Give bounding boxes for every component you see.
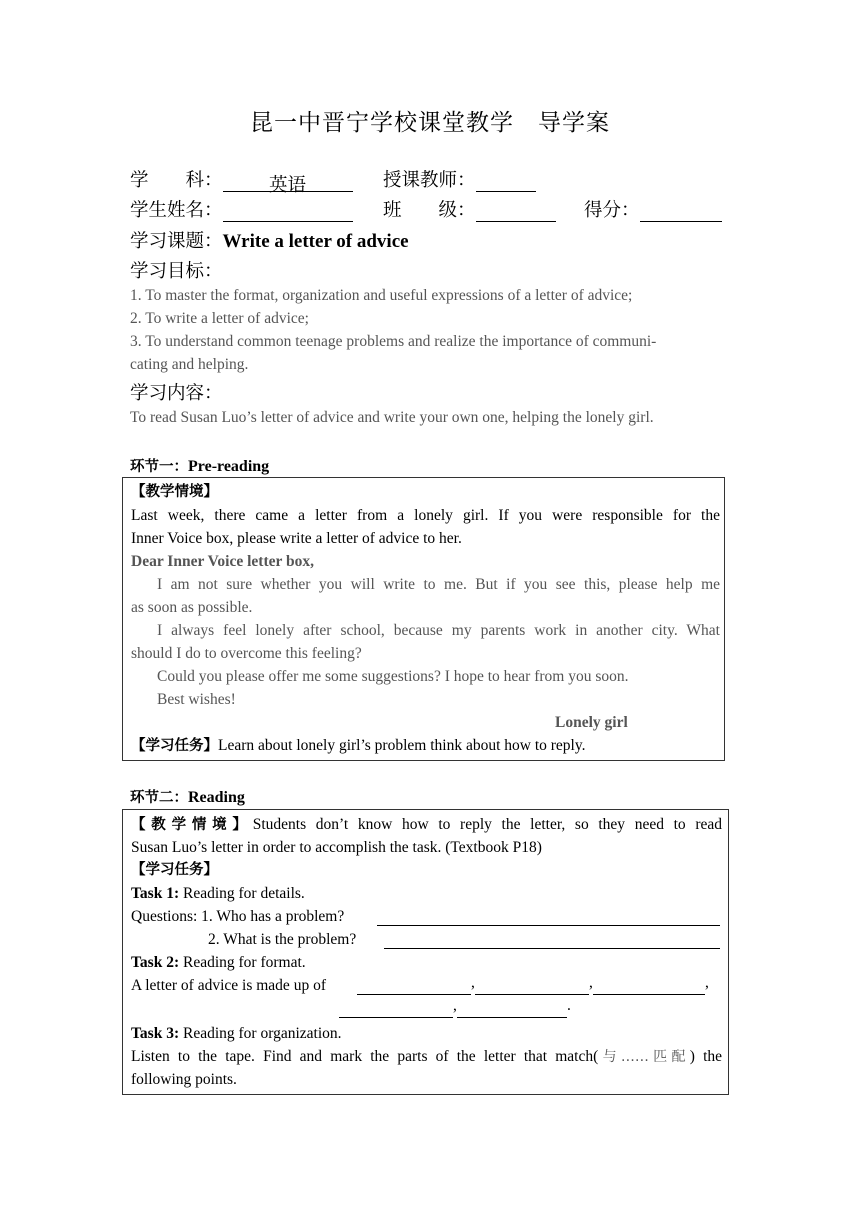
section2-heading [130,786,245,807]
section1-task-text: Learn about lonely girl’s problem think about how to reply. [218,737,586,754]
section2-situation-label: 【教学情境】 [131,817,253,833]
subject-row [130,166,353,196]
task3-label: Task 3: [131,1025,180,1042]
section1-intro-line: Last week, there came a letter from a lonely girl. If you were responsible for the [131,507,720,524]
letter-body-line: I am not sure whether you will write to me. But if you see this, please help me [157,576,720,593]
format-blank[interactable] [339,1001,453,1018]
task1-label: Task 1: [131,885,180,902]
section1-intro-line: Inner Voice box, please write a letter of advice to her. [131,530,462,547]
task1-text: Reading for details. [179,885,305,902]
listen-line-2: following points. [131,1071,237,1088]
goal-item: 3. To understand common teenage problems and realize the importance of communi- [130,333,657,350]
teacher-row [383,166,536,192]
letter-closing: Best wishes! [157,691,236,708]
section1-heading [130,455,269,476]
letter-salutation: Dear Inner Voice letter box, [131,553,314,570]
comma: , [589,974,593,991]
letter-signature: Lonely girl [555,714,628,731]
question-1-text: Questions: 1. Who has a problem? [131,908,345,925]
goal-item: 2. To write a letter of advice; [130,310,309,327]
score-blank [640,201,722,222]
format-blank[interactable] [475,978,589,995]
task2-text: Reading for format. [179,954,306,971]
letter-body-line: I always feel lonely after school, because my parents work in another city. What [157,622,720,639]
letter-body-line: as soon as possible. [131,599,253,616]
section2-heading-en: Reading [188,789,245,806]
section2-box [122,809,729,1095]
listen-line [131,1045,722,1069]
topic-value: Write a letter of advice [222,231,409,252]
listen-text-b: ) the [689,1048,723,1065]
goal-item: cating and helping. [130,356,249,373]
topic-row [130,227,409,253]
task1-row [131,882,305,905]
letter-body-line: should I do to overcome this feeling? [131,645,362,662]
letter-body-line: Could you please offer me some suggestions? I hope to hear from you soon. [157,668,629,685]
section2-situation-line [131,813,722,837]
section1-situation-label: 【教学情境】 [131,484,218,500]
goal-item: 1. To master the format, organization and useful expressions of a letter of advice; [130,287,633,304]
question-1-answer-blank[interactable] [377,909,720,926]
format-blank[interactable] [593,978,705,995]
comma: , [471,974,475,991]
section2-situation-line: Susan Luo’s letter in order to accomplish the task. (Textbook P18) [131,839,542,856]
score-row [584,196,722,222]
goals-label: 学习目标： [130,261,223,282]
section2-task-label: 【学习任务】 [131,862,218,878]
student-label: 学生姓名： [130,200,223,221]
student-row [130,196,353,222]
section2-heading-cn: 环节二： [130,790,188,806]
period: . [567,997,571,1014]
question-2-row [208,928,356,951]
task3-row [131,1022,342,1045]
task2-label: Task 2: [131,954,180,971]
section1-task-label: 【学习任务】 [131,738,218,754]
format-blank[interactable] [457,1001,567,1018]
section2-situation-text: Students don’t know how to reply the letter, so they need to read [252,816,723,833]
teacher-label: 授课教师： [383,170,476,191]
teacher-blank [476,171,536,192]
page-title: 昆一中晋宁学校课堂教学 导学案 [250,110,610,135]
class-blank [476,201,556,222]
class-row [383,196,556,222]
question-1-row [131,905,344,928]
section1-task-row [131,734,585,758]
topic-label: 学习课题： [130,231,223,252]
class-label: 班 级： [383,200,476,221]
comma: , [705,974,709,991]
score-label: 得分： [584,200,640,221]
format-text: A letter of advice is made up of [131,977,326,994]
student-blank [223,201,353,222]
section1-box [122,477,725,761]
subject-label: 学 科： [130,170,223,191]
content-text: To read Susan Luo’s letter of advice and write your own one, helping the lonely girl. [130,409,654,426]
task2-row [131,951,306,974]
format-blank[interactable] [357,978,471,995]
task3-text: Reading for organization. [179,1025,342,1042]
question-2-answer-blank[interactable] [384,932,720,949]
subject-value: 英语 [223,171,353,192]
listen-text-a: Listen to the tape. Find and mark the parts of the letter that match( [131,1048,599,1065]
section1-heading-en: Pre-reading [188,458,270,475]
section1-heading-cn: 环节一： [130,459,188,475]
content-label: 学习内容： [130,383,223,404]
comma: , [453,997,457,1014]
format-row [131,974,326,997]
question-2-text: 2. What is the problem? [208,931,357,948]
listen-text-cn: 与……匹配 [598,1049,690,1065]
